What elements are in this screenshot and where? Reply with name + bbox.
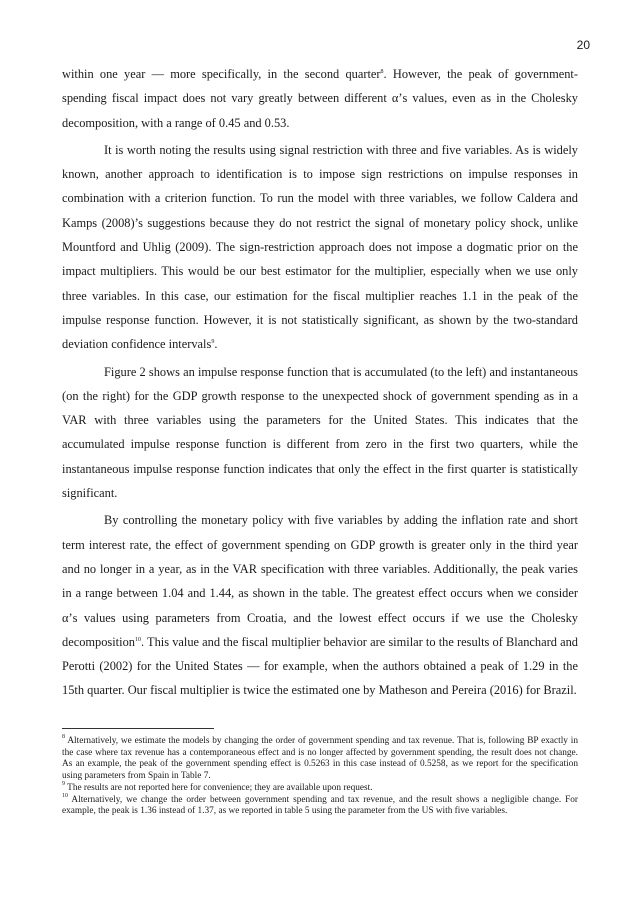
footnote-text: Alternatively, we estimate the models by changing the order of government spending and tax revenue. That is, following BP exactly in the case where tax revenue has a contemporaneous effect and is no longer affected by government spending, the result does not change. As an example, the peak of the government spending effect is 0.5263 in this case instead of 0.5258, as we report for the specification using parameters from Spain in Table 7. [62,736,578,782]
text-run: By controlling the monetary policy with five variables by adding the inflation rate and short term interest rate, the effect of government spending on GDP growth is greater only in the third year and no longer in a year, as in the VAR specification with three variables. Additionally, the peak varies in a range between 1.04 and 1.44, as shown in the table. The greatest effect occurs when we consider α’s values using parameters from Croatia, and the lowest effect occurs if we use the Cholesky decomposition [62,513,578,649]
footnote-number: 8 [62,734,65,740]
footnote-ref: 9 [211,339,215,346]
paragraph [62,508,578,702]
body-text [62,62,578,706]
footnote-text: Alternatively, we change the order between government spending and tax revenue, and the result shows a negligible change. For example, the peak is 1.36 instead of 1.37, as we reported in table 5 using the parameter from the US with five variables. [62,794,578,817]
text-run: within one year — more specifically, in the second quarter [62,67,381,81]
footnote-text: The results are not reported here for convenience; they are available upon request. [65,782,373,793]
footnote-ref: 10 [134,636,141,643]
footnotes [62,728,578,818]
text-run: . This value and the fiscal multiplier behavior are similar to the results of Blanchard and Perotti (2002) for the United States — for example, when the authors obtained a peak of 1.29 in the 15th quarter. Our fiscal multiplier is twice the estimated one by Matheson and Pereira (2016) for Brazil. [62,634,578,698]
text-run: . However, the peak of government-spending fiscal impact does not vary greatly between different α’s values, even as in the Cholesky decomposition, with a range of 0.45 and 0.53. [62,67,578,130]
page-number: 20 [576,38,590,52]
paragraph [62,62,578,135]
text-run: Figure 2 shows an impulse response function that is accumulated (to the left) and instantaneous (on the right) for the GDP growth response to the unexpected shock of government spending as in a VAR with three variables using the parameters for the United States. This indicates that the accumulated impulse response function is different from zero in the first two quarters, while the instantaneous impulse response function indicates that only the effect in the first quarter is statistically significant. [62,364,578,501]
paragraph [62,138,578,357]
text-run: . [214,337,218,352]
footnote-divider [62,728,214,729]
footnote [62,736,578,783]
paragraph [62,360,578,506]
footnote [62,792,578,818]
text-run: It is worth noting the results using signal restriction with three and five variables. As is widely known, another approach to identification is to impose sign restrictions on impulse responses in combination with a criterion function. To run the model with three variables, we follow Caldera and Kamps (2008)’s suggestions because they do not restrict the signal of monetary policy shock, unlike Mountford and Uhlig (2009). The sign-restriction approach does not impose a dogmatic prior on the impact multipliers. This would be our best estimator for the multiplier, especially when we use only three variables. In this case, our estimation for the fiscal multiplier reaches 1.1 in the peak of the impulse response function. However, it is not statistically significant, as shown by the two-standard deviation confidence intervals [62,142,578,352]
footnote-ref: 8 [380,69,384,75]
footnote-number: 9 [62,780,65,787]
footnote [62,780,578,795]
footnote-number: 10 [62,792,68,799]
